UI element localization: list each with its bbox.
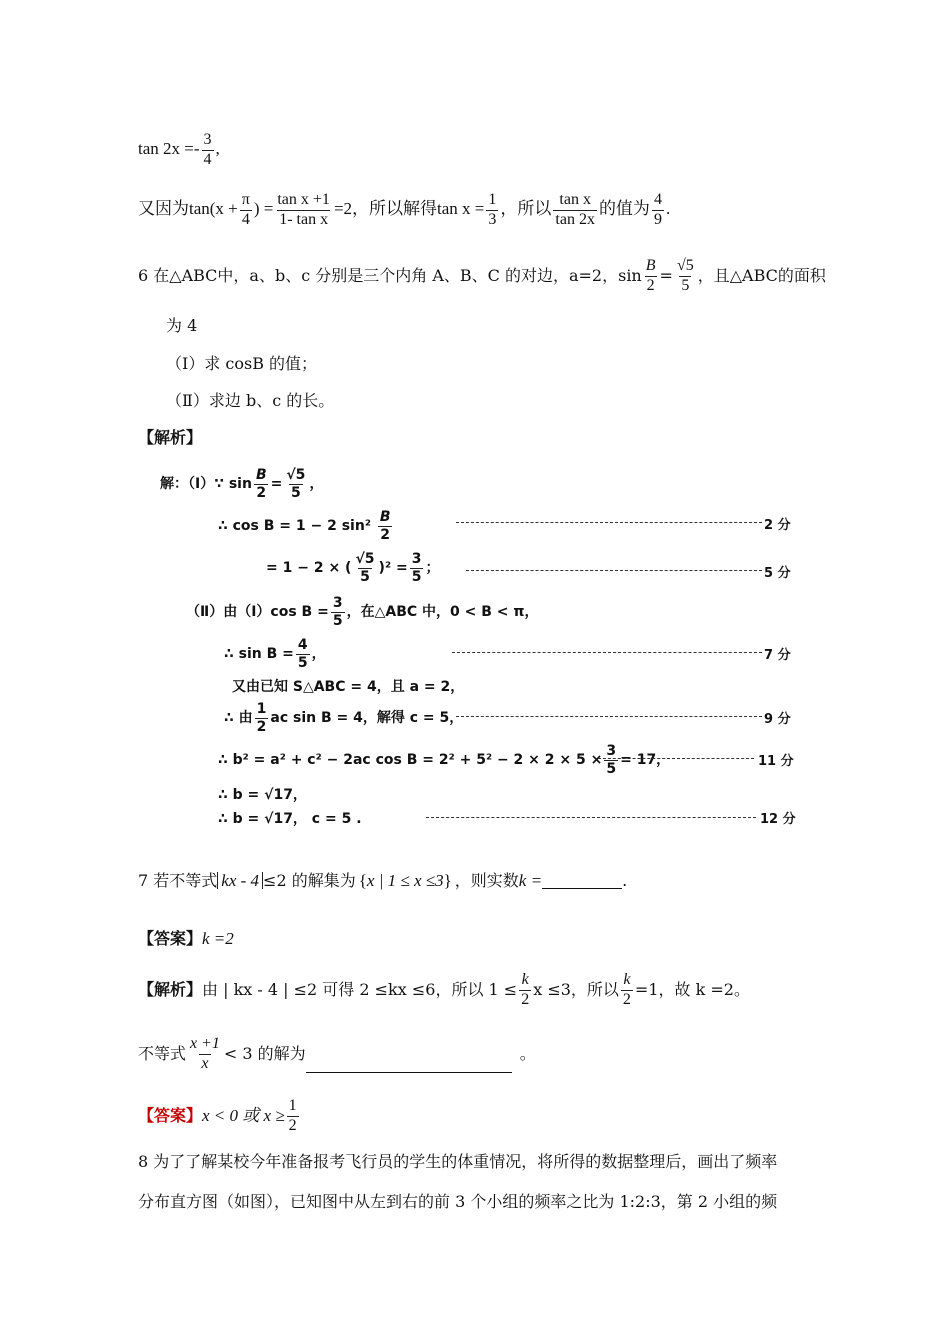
- equation-tan2x: tan 2x =- $\frac{3}{4}$ ,: [138, 131, 220, 168]
- question-6: 6 在△ABC中，a、b、c 分别是三个内角 A、B、C 的对边，a=2，sin $\frac{B}{2}$ = $\frac{√5}{5}$ ，且△ABC的面积: [138, 257, 826, 294]
- solution-step-5: ∴ sin B = $\frac{4}{5}$ ，: [224, 637, 326, 671]
- dash-line: [456, 522, 762, 523]
- solution-step-2: ∴ cos B = 1 − 2 sin² $\frac{B}{2}$: [218, 509, 391, 543]
- dash-line: [426, 817, 756, 818]
- question-7: 7 若不等式 kx - 4 ≤2 的解集为 {x | 1 ≤ x ≤3} ，则实数k = .: [138, 871, 628, 890]
- solution-step-4: （Ⅱ）由（Ⅰ）cos B = $\frac{3}{5}$ ，在△ABC 中，0 < B < π，: [186, 595, 539, 629]
- answer-8: 【答案】x < 0 或 x ≥ $\frac{1}{2}$: [138, 1097, 297, 1134]
- solution-step-7: ∴ 由 $\frac{1}{2}$ ac sin B = 4，解得 c = 5，: [224, 701, 464, 735]
- inequality-question: 不等式 $\frac{x +1}{x}$ < 3 的解为 。: [138, 1035, 536, 1072]
- dash-line: [466, 570, 762, 571]
- answer-blank: [542, 874, 622, 889]
- dash-line: [456, 716, 762, 717]
- score-11: 11 分: [758, 754, 794, 769]
- score-12: 12 分: [760, 812, 796, 827]
- score-9: 9 分: [764, 712, 791, 727]
- solution-step-8: ∴ b² = a² + c² − 2ac cos B = 2² + 5² − 2 × 2 × 5 × $\frac{3}{5}$ = 17，: [218, 743, 671, 777]
- solution-step-3: = 1 − 2 × ( $\frac{√5}{5}$ )² = $\frac{3}{5}$ ；: [266, 551, 440, 585]
- solution-step-1: 解：（Ⅰ）∵ sin $\frac{B}{2}$ = $\frac{√5}{5}$ ，: [160, 467, 324, 501]
- question-8-line-1: 8 为了了解某校今年准备报考飞行员的学生的体重情况，将所得的数据整理后，画出了频率: [138, 1152, 778, 1171]
- solution-step-9: ∴ b = √17，: [218, 787, 307, 803]
- equation-line-2: 又因为tan(x + $\frac{\pi}{4}$ ) = $\frac{\text{tan x +1}}{\text{1- tan x}}$ =2，所以解得tan x = $\frac{1}{3}$ ，所以 $\frac{\text{tan x}}{\tan 2x}$ 的值为 $\frac{4}{9}$ .: [138, 191, 671, 228]
- solution-step-6: 又由已知 S△ABC = 4，且 a = 2，: [232, 679, 465, 695]
- fraction: $\frac{3}{4}$: [203, 131, 212, 168]
- dash-line: [452, 652, 762, 653]
- answer-blank: [306, 1058, 512, 1073]
- question-6-part1: （Ⅰ）求 cosB 的值；: [166, 354, 318, 373]
- solution-step-10: ∴ b = √17， c = 5 .: [218, 811, 362, 827]
- dash-line: [598, 758, 754, 759]
- score-7: 7 分: [764, 648, 791, 663]
- question-6-cont: 为 4: [166, 316, 198, 335]
- analysis-label: 【解析】: [138, 428, 203, 447]
- answer-7: 【答案】k =2: [138, 929, 234, 948]
- question-6-part2: （Ⅱ）求边 b、c 的长。: [166, 391, 335, 410]
- score-5: 5 分: [764, 566, 791, 581]
- score-2: 2 分: [764, 518, 791, 533]
- question-8-line-2: 分布直方图（如图），已知图中从左到右的前 3 个小组的频率之比为 1:2:3，第 2 小组的频: [138, 1192, 778, 1211]
- analysis-7: 【解析】由 | kx - 4 | ≤2 可得 2 ≤kx ≤6，所以 1 ≤ $\frac{k}{2}$ x ≤3，所以 $\frac{k}{2}$ =1，故 k =2。: [138, 971, 750, 1008]
